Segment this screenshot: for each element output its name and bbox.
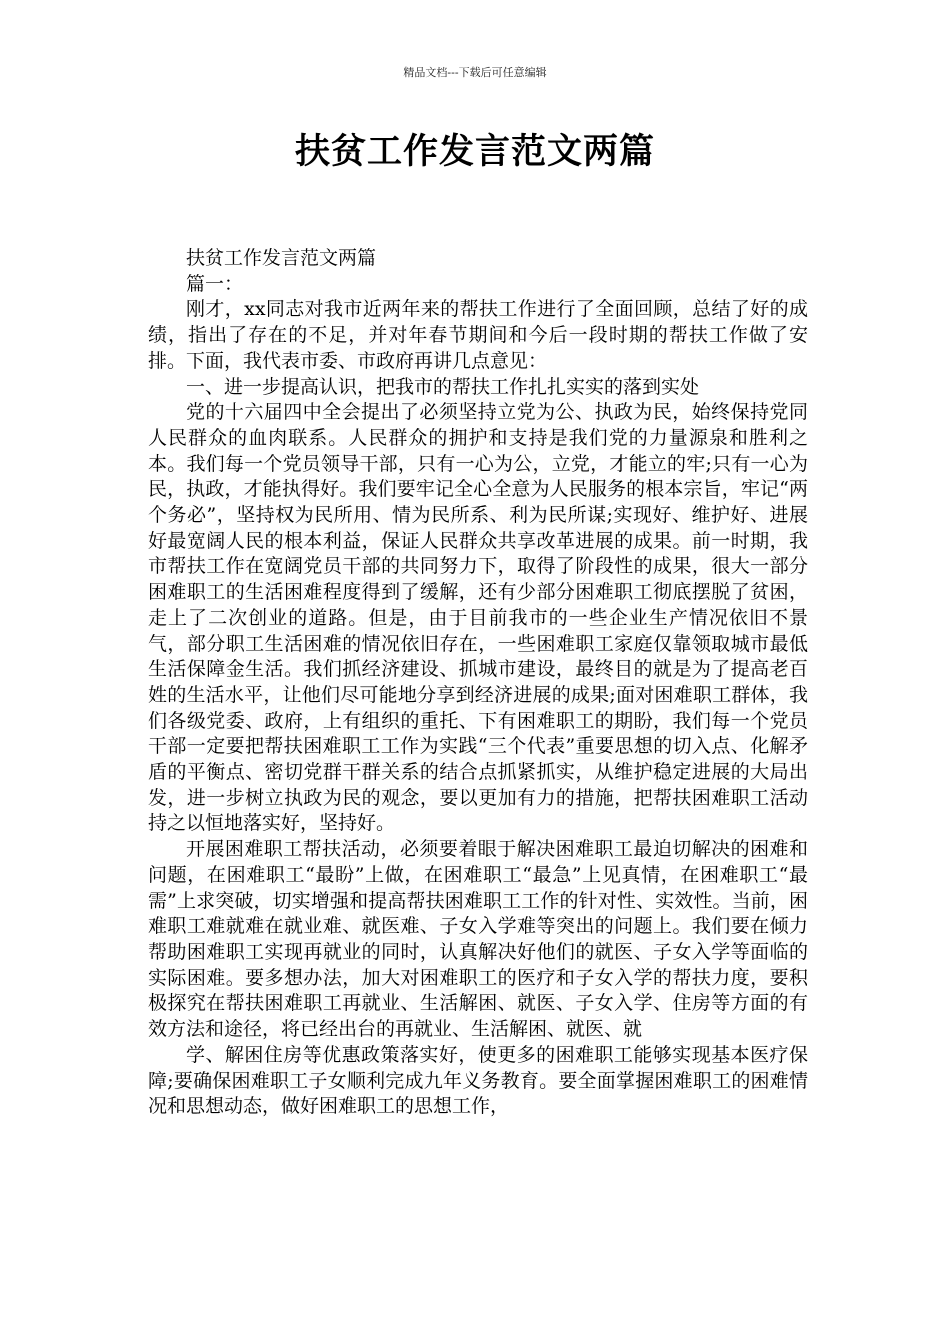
page-header: 精品文档---下载后可任意编辑 (403, 66, 547, 79)
body-paragraph: 党的十六届四中全会提出了必须坚持立党为公、执政为民，始终保持党同人民群众的血肉联系。人民群众的拥护和支持是我们党的力量源泉和胜利之本。我们每一个党员领导干部，只有一心为公，立党，才能立的牢;只有一心为民，执政，才能执得好。我们要牢记全心全意为人民服务的根本宗旨，牢记“两个务必”，坚持权为民所用、情为民所系、利为民所谋;实现好、维护好、进展好最宽阔人民的根本利益，保证人民群众共享改革进展的成果。前一时期，我市帮扶工作在宽阔党员干部的共同努力下，取得了阶段性的成果，很大一部分困难职工的生活困难程度得到了缓解，还有少部分困难职工彻底摆脱了贫困，走上了二次创业的道路。但是，由于目前我市的一些企业生产情况依旧不景气，部分职工生活困难的情况依旧存在，一些困难职工家庭仅靠领取城市最低生活保障金生活。我们抓经济建设、抓城市建设，最终目的就是为了提高老百姓的生活水平，让他们尽可能地分享到经济进展的成果;面对困难职工群体，我们各级党委、政府，上有组织的重托、下有困难职工的期盼，我们每一个党员干部一定要把帮扶困难职工工作为实践“三个代表”重要思想的切入点、化解矛盾的平衡点、密切党群干群关系的结合点抓紧抓实，从维护稳定进展的大局出发，进一步树立执政为民的观念，要以更加有力的措施，把帮扶困难职工活动持之以恒地落实好，坚持好。 (148, 401, 808, 835)
document-title: 扶贫工作发言范文两篇 (294, 132, 655, 172)
body-paragraph: 学、解困住房等优惠政策落实好，使更多的困难职工能够实现基本医疗保障;要确保困难职工子女顺利完成九年义务教育。要全面掌握困难职工的困难情况和思想动态，做好困难职工的思想工作， (148, 1043, 808, 1118)
section-heading: 一、进一步提高认识，把我市的帮扶工作扎扎实实的落到实处 (186, 375, 700, 398)
section-label: 篇一： (186, 272, 244, 295)
body-paragraph: 刚才，xx同志对我市近两年来的帮扶工作进行了全面回顾，总结了好的成绩，指出了存在的不足，并对年春节期间和今后一段时期的帮扶工作做了安排。下面，我代表市委、市政府再讲几点意见： (148, 298, 808, 372)
document-body (148, 246, 808, 1120)
body-paragraph: 开展困难职工帮扶活动，必须要着眼于解决困难职工最迫切解决的困难和问题，在困难职工“最盼”上做，在困难职工“最急”上见真情，在困难职工“最需”上求突破，切实增强和提高帮扶困难职工工作的针对性、实效性。当前，困难职工难就难在就业难、就医难、子女入学难等突出的问题上。我们要在倾力帮助困难职工实现再就业的同时，认真解决好他们的就医、子女入学等面临的实际困难。要多想办法，加大对困难职工的医疗和子女入学的帮扶力度，要积极探究在帮扶困难职工再就业、生活解困、就医、子女入学、住房等方面的有效方法和途径，将已经出台的再就业、生活解困、就医、就 (148, 838, 808, 1041)
subtitle-paragraph: 扶贫工作发言范文两篇 (186, 247, 377, 269)
